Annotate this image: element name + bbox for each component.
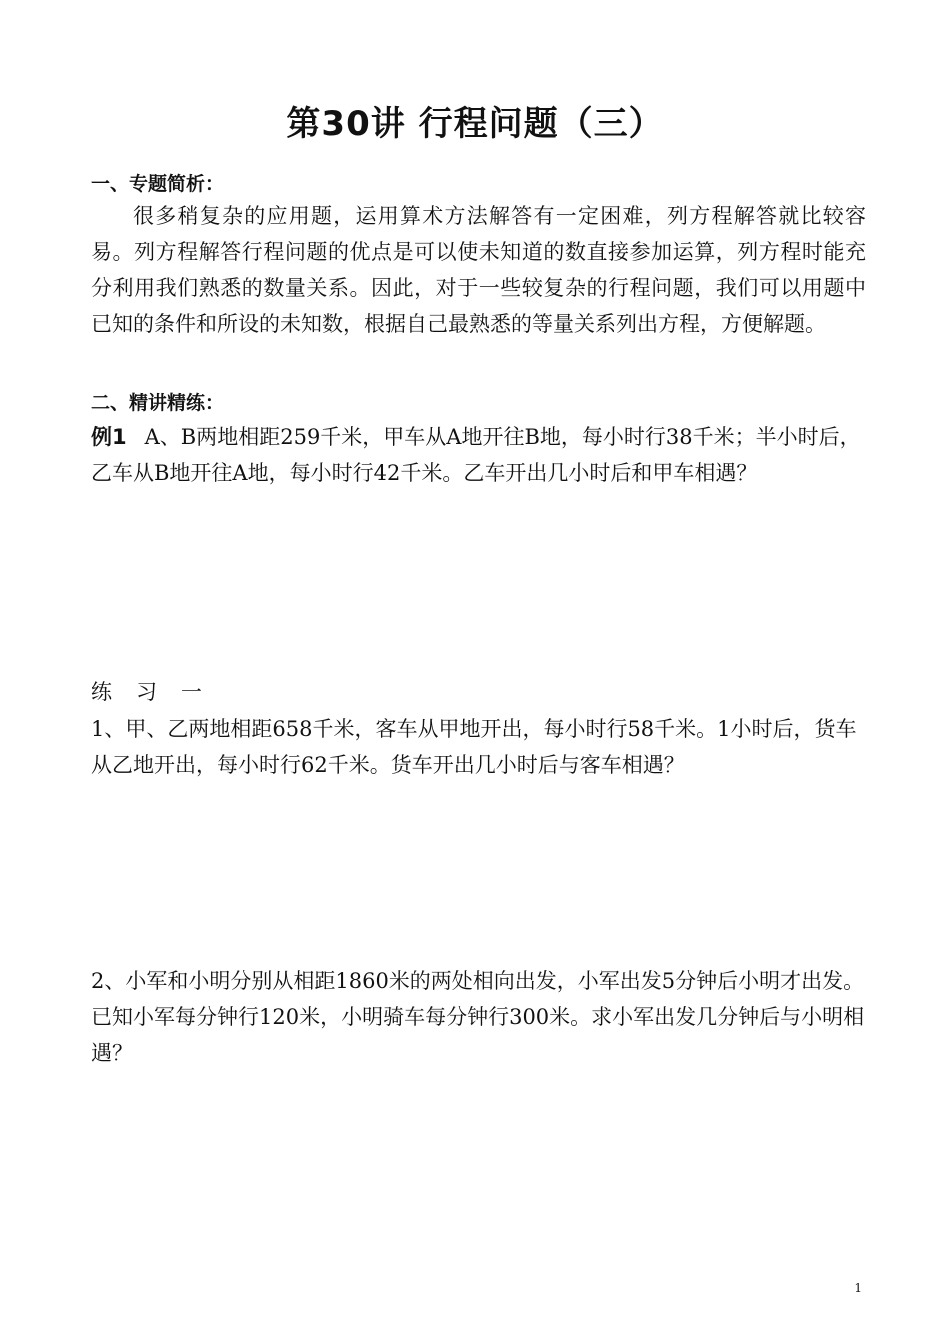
- example-label: 例1: [91, 425, 127, 449]
- practice-question-1: 1、甲、乙两地相距658千米，客车从甲地开出，每小时行58千米。1小时后，货车从乙地开出，每小时行62千米。货车开出几小时后与客车相遇？: [91, 717, 857, 777]
- page-title: 第30讲 行程问题（三）: [286, 104, 664, 144]
- section-heading-practice: 二、精讲精练：: [91, 392, 225, 414]
- example-1: [91, 419, 866, 491]
- practice-heading: 练习一: [91, 680, 226, 704]
- practice-question-2: 2、小军和小明分别从相距1860米的两处相向出发，小军出发5分钟后小明才出发。已知小军每分钟行120米，小明骑车每分钟行300米。求小军出发几分钟后与小明相遇？: [91, 969, 865, 1065]
- section-heading-overview: 一、专题简析：: [91, 173, 225, 195]
- overview-paragraph: 很多稍复杂的应用题，运用算术方法解答有一定困难，列方程解答就比较容易。列方程解答行程问题的优点是可以使未知道的数直接参加运算，列方程时能充分利用我们熟悉的数量关系。因此，对于一些较复杂的行程问题，我们可以用题中已知的条件和所设的未知数，根据自己最熟悉的等量关系列出方程，方便解题。: [91, 204, 866, 336]
- example-1-text: A、B两地相距259千米，甲车从A地开往B地，每小时行38千米；半小时后，乙车从B地开往A地，每小时行42千米。乙车开出几小时后和甲车相遇？: [91, 425, 861, 485]
- page-number: 1: [854, 1281, 862, 1295]
